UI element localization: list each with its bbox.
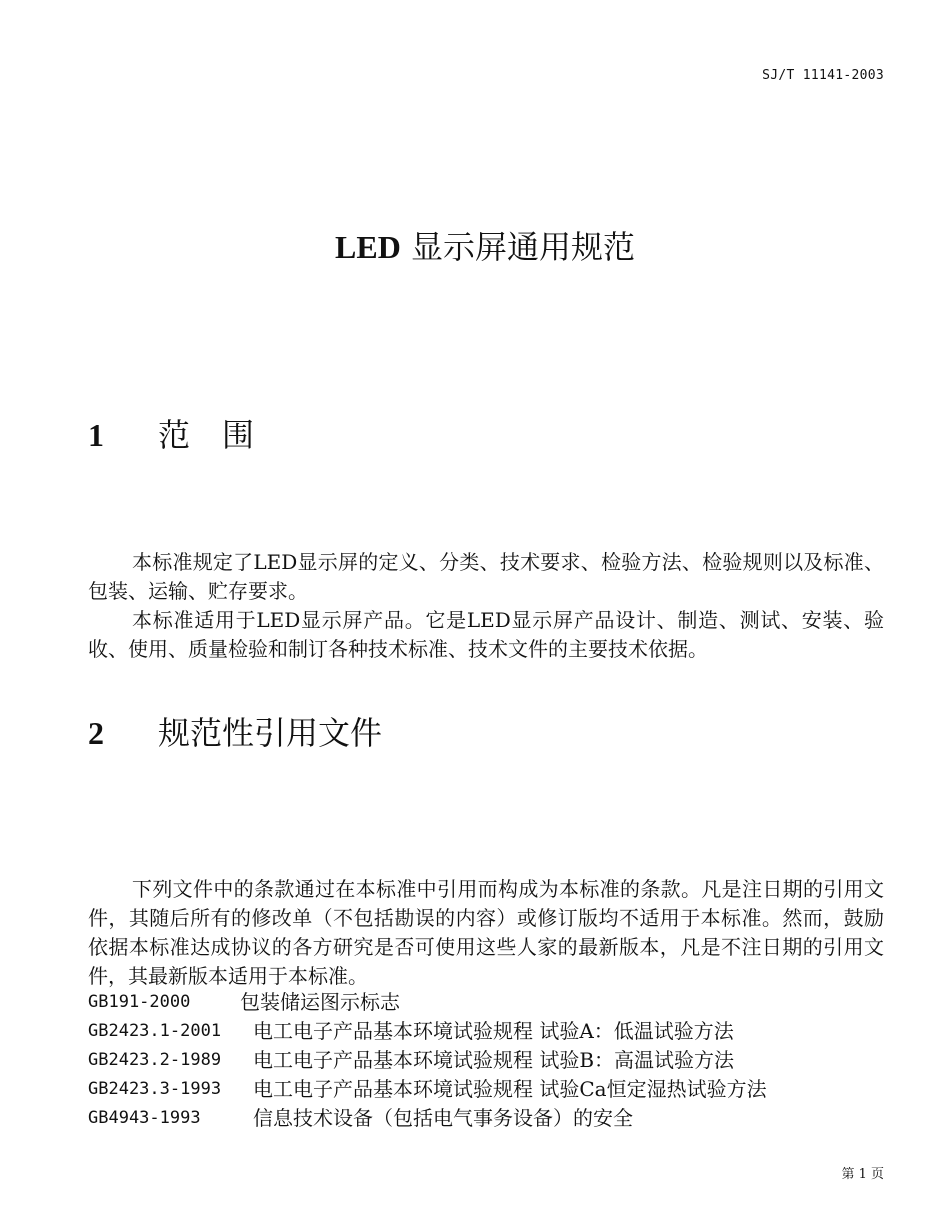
reference-item [88,1104,888,1133]
reference-code: GB2423.1-2001 [88,1021,222,1041]
reference-item [88,1046,888,1075]
page-number: 第 1 页 [841,1167,884,1182]
section-1-heading [88,410,254,456]
section-1-body [88,548,884,664]
document-title [0,222,950,268]
section-2-heading [88,708,382,754]
reference-item [88,988,888,1017]
title-cjk: 显示屏通用规范 [400,228,635,266]
reference-title: 包装储运图示标志 [240,990,400,1014]
reference-code: GB2423.2-1989 [88,1050,222,1070]
section-1-paragraph: 本标准规定了LED显示屏的定义、分类、技术要求、检验方法、检验规则以及标准、包装、运输、贮存要求。 [88,550,884,603]
standard-code: SJ/T 11141-2003 [762,68,884,83]
reference-code: GB2423.3-1993 [88,1079,222,1099]
reference-item [88,1017,888,1046]
section-1-number: 1 [88,417,104,453]
reference-code: GB4943-1993 [88,1108,201,1128]
reference-code: GB191-2000 [88,992,191,1012]
reference-title: 信息技术设备（包括电气事务设备）的安全 [253,1106,633,1130]
reference-title: 电工电子产品基本环境试验规程 试验A：低温试验方法 [253,1019,734,1043]
section-2-paragraph: 下列文件中的条款通过在本标准中引用而构成为本标准的条款。凡是注日期的引用文件，其随后所有的修改单（不包括勘误的内容）或修订版均不适用于本标准。然而，鼓励依据本标准达成协议的各方研究是否可使用这些人家的最新版本，凡是不注日期的引用文件，其最新版本适用于本标准。 [88,877,884,988]
reference-item [88,1075,888,1104]
title-latin: LED [335,229,401,265]
section-1-title: 范 围 [158,416,255,454]
section-2-number: 2 [88,715,104,751]
section-2-body [88,875,884,991]
reference-title: 电工电子产品基本环境试验规程 试验Ca恒定湿热试验方法 [253,1077,767,1101]
reference-title: 电工电子产品基本环境试验规程 试验B：高温试验方法 [253,1048,735,1072]
section-1-paragraph: 本标准适用于LED显示屏产品。它是LED显示屏产品设计、制造、测试、安装、验收、使用、质量检验和制订各种技术标准、技术文件的主要技术依据。 [88,608,884,661]
reference-list [88,988,888,1133]
section-2-title: 规范性引用文件 [158,714,383,752]
